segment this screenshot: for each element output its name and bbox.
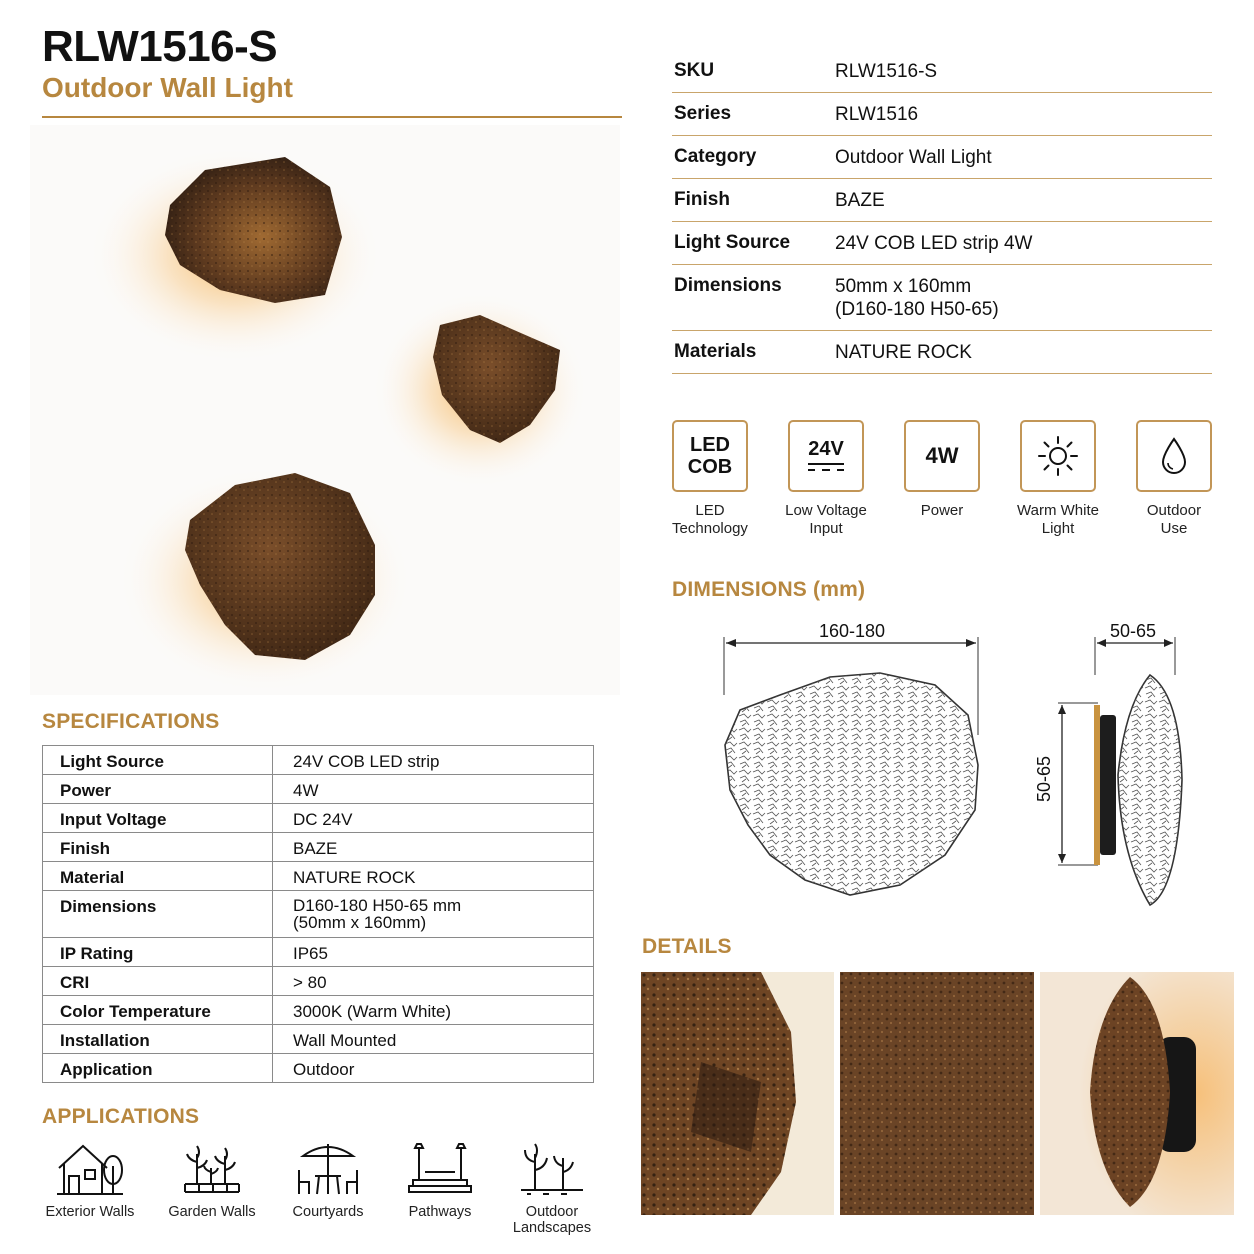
spec-key: Color Temperature [43,996,273,1025]
feature-low-voltage [766,420,886,538]
specifications-heading: SPECIFICATIONS [42,710,220,733]
attr-key: Light Source [674,232,791,253]
attr-value: Outdoor Wall Light [835,147,992,168]
spec-key: Finish [43,833,273,862]
badge-text: 4W [925,443,959,468]
table-row [43,891,594,938]
table-row [43,996,594,1025]
app-courtyards [268,1140,388,1220]
feature-label-line: Technology [672,520,748,537]
table-row [43,967,594,996]
spec-value: NATURE ROCK [273,862,594,891]
feature-led-cob [650,420,770,538]
spec-value: > 80 [273,967,594,996]
landscape-plants-icon [517,1140,587,1198]
detail-image-texture-closeup [641,972,834,1215]
product-model-title: RLW1516-S [42,22,278,71]
led-cob-icon [672,420,748,492]
attr-row-series [672,93,1212,136]
spec-value: IP65 [273,938,594,967]
attr-row-sku [672,50,1212,93]
feature-label-line: Power [920,502,964,519]
table-row [43,1054,594,1083]
attr-row-dimensions [672,265,1212,331]
detail-image-rock-surface [840,972,1034,1215]
app-label: Garden Walls [168,1204,256,1220]
sun-icon [1020,420,1096,492]
attr-value-line: (D160-180 H50-65) [835,299,999,320]
table-row [43,833,594,862]
attr-value-line: 50mm x 160mm [835,276,972,297]
attr-key: Series [674,103,732,124]
attr-key: Category [674,146,757,167]
low-voltage-icon [788,420,864,492]
title-divider [42,116,622,118]
detail-image-side-mount [1040,972,1234,1215]
app-label: Pathways [408,1204,472,1220]
feature-label [766,502,886,538]
app-label: Exterior Walls [45,1204,135,1220]
attr-key: Dimensions [674,275,782,296]
feature-label-line: Input [809,520,843,537]
spec-value: 3000K (Warm White) [273,996,594,1025]
details-heading: DETAILS [642,935,732,958]
feature-outdoor-use [1114,420,1234,538]
feature-label [1114,502,1234,538]
spec-value-line: (50mm x 160mm) [293,913,427,932]
width-dimension-label: 160-180 [818,621,886,641]
app-garden-walls [152,1140,272,1220]
app-label-line: Outdoor [525,1204,579,1220]
spec-key: CRI [43,967,273,996]
attr-value [835,275,1210,321]
attr-value: BAZE [835,190,885,211]
feature-label [882,502,1002,520]
spec-key: Light Source [43,746,273,775]
dimension-drawing [710,615,1220,915]
spec-key: Input Voltage [43,804,273,833]
spec-value [273,891,594,938]
spec-key: Power [43,775,273,804]
app-label: Courtyards [292,1204,364,1220]
dimensions-heading: DIMENSIONS (mm) [672,578,866,601]
attr-row-light-source [672,222,1212,265]
attr-key: SKU [674,60,715,81]
depth-dimension-label: 50-65 [1109,621,1157,641]
table-row [43,746,594,775]
spec-value: 4W [273,775,594,804]
feature-label [998,502,1118,538]
attr-value: 24V COB LED strip 4W [835,233,1033,254]
applications-heading: APPLICATIONS [42,1105,200,1128]
spec-key: Installation [43,1025,273,1054]
feature-label-line: LED [695,502,725,519]
app-label-line: Landscapes [512,1220,592,1236]
feature-label-line: Use [1160,520,1188,537]
app-pathways [380,1140,500,1220]
spec-key: Material [43,862,273,891]
badge-text: COB [687,456,733,478]
app-exterior-walls [30,1140,150,1220]
specifications-table [42,745,594,1083]
feature-label-line: Outdoor [1146,502,1202,519]
attr-value: NATURE ROCK [835,342,972,363]
attr-value: RLW1516-S [835,61,938,82]
attr-row-materials [672,331,1212,374]
app-outdoor-landscapes [492,1140,612,1236]
feature-label-line: Low Voltage [785,502,867,519]
table-row [43,1025,594,1054]
attr-value: RLW1516 [835,104,919,125]
table-row [43,804,594,833]
app-label [492,1204,612,1236]
height-dimension-label: 50-65 [1034,755,1054,803]
dc-symbol-icon [806,460,846,474]
patio-umbrella-icon [293,1140,363,1198]
spec-value: Outdoor [273,1054,594,1083]
power-icon [904,420,980,492]
table-row [43,862,594,891]
feature-power [882,420,1002,520]
product-type-subtitle: Outdoor Wall Light [42,72,293,103]
water-drop-icon [1136,420,1212,492]
attr-row-category [672,136,1212,179]
feature-label-line: Warm White [1017,502,1099,519]
spec-value: 24V COB LED strip [273,746,594,775]
spec-value: Wall Mounted [273,1025,594,1054]
attr-key: Materials [674,341,757,362]
feature-label-line: Light [1041,520,1075,537]
feature-icons [668,420,1218,550]
attr-key: Finish [674,189,730,210]
spec-value: DC 24V [273,804,594,833]
hero-product-image [30,125,620,695]
spec-key: Application [43,1054,273,1083]
spec-value-line: D160-180 H50-65 mm [293,896,462,915]
spec-value: BAZE [273,833,594,862]
attribute-table [672,50,1212,374]
garden-plants-icon [177,1140,247,1198]
pathway-lamps-icon [405,1140,475,1198]
badge-text: LED [690,434,730,456]
spec-key: Dimensions [43,891,273,938]
attr-row-finish [672,179,1212,222]
spec-key: IP Rating [43,938,273,967]
table-row [43,775,594,804]
table-row [43,938,594,967]
badge-text: 24V [808,438,844,460]
applications-list [30,1140,610,1250]
feature-warm-white [998,420,1118,538]
house-tree-icon [55,1140,125,1198]
feature-label [650,502,770,538]
